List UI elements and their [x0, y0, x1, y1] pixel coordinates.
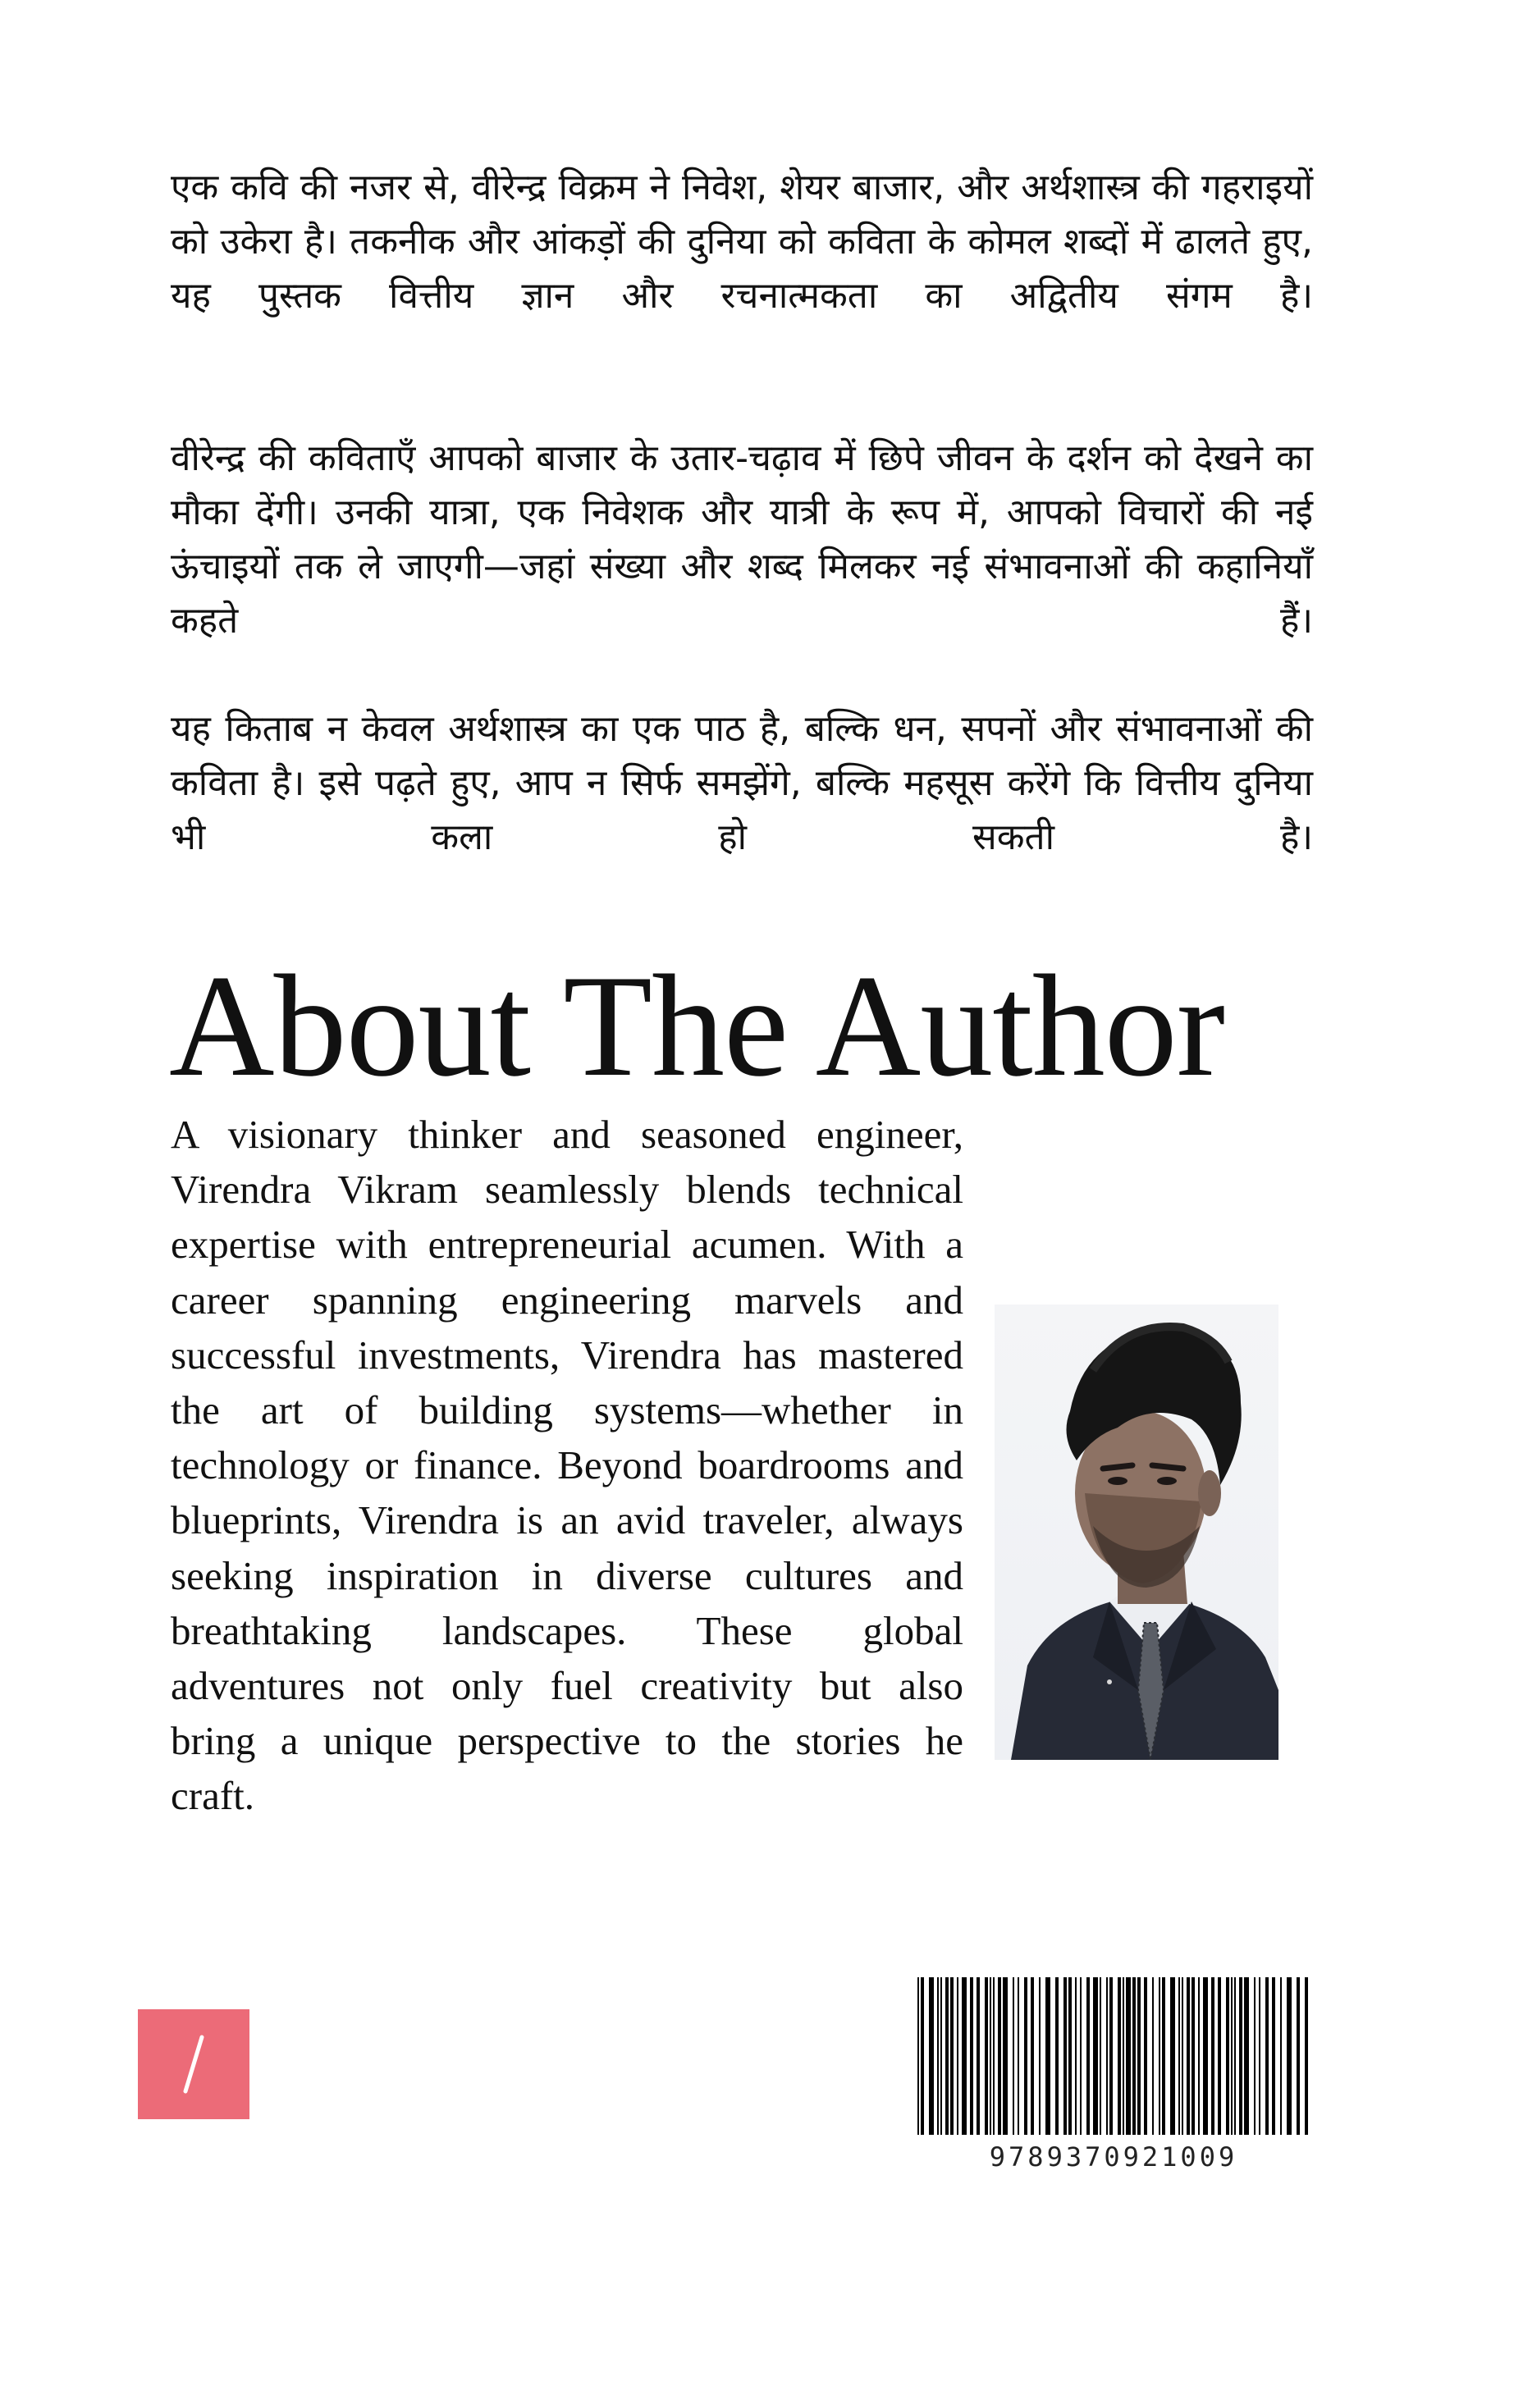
barcode-bar	[1244, 1977, 1249, 2135]
barcode-bar	[1159, 1977, 1160, 2135]
barcode-bar	[998, 1977, 1001, 2135]
barcode-bar	[1123, 1977, 1124, 2135]
barcode-bar	[1192, 1977, 1195, 2135]
barcode-bar	[1272, 1977, 1275, 2135]
description-paragraph-1: एक कवि की नजर से, वीरेन्द्र विक्रम ने निवेश, शेयर बाजार, और अर्थशास्त्र की गहराइयों को उकेरा है। तकनीक और आंकड़ों की दुनिया को कविता के कोमल शब्दों में ढालते हुए, यह पुस्तक वित्तीय ज्ञान और रचनात्मकता का अद्वितीय संगम है।	[171, 167, 1313, 317]
barcode-bar	[1182, 1977, 1183, 2135]
barcode-bar	[917, 1977, 919, 2135]
barcode	[917, 1977, 1310, 2135]
barcode-bar	[970, 1977, 973, 2135]
barcode-bar	[1218, 1977, 1221, 2135]
barcode-bar	[1144, 1977, 1147, 2135]
barcode-bar	[1132, 1977, 1136, 2135]
barcode-bar	[1280, 1977, 1282, 2135]
barcode-bar	[1152, 1977, 1154, 2135]
barcode-bar	[1093, 1977, 1098, 2135]
barcode-bar	[1039, 1977, 1041, 2135]
barcode-bar	[1055, 1977, 1059, 2135]
barcode-bar	[1080, 1977, 1082, 2135]
barcode-bar	[1234, 1977, 1236, 2135]
barcode-bar	[1063, 1977, 1067, 2135]
barcode-bar	[1137, 1977, 1141, 2135]
barcode-bar	[1003, 1977, 1008, 2135]
barcode-bar	[1198, 1977, 1200, 2135]
barcode-bar	[1305, 1977, 1308, 2135]
barcode-bar	[1265, 1977, 1269, 2135]
barcode-bar	[1287, 1977, 1292, 2135]
barcode-bar	[929, 1977, 934, 2135]
description-paragraph-3: यह किताब न केवल अर्थशास्त्र का एक पाठ है, बल्कि धन, सपनों और संभावनाओं की कविता है। इसे पढ़ते हुए, आप न सिर्फ समझेंगे, बल्कि महसूस करेंगे कि वित्तीय दुनिया भी कला हो सकती है।	[171, 708, 1313, 858]
barcode-bar	[990, 1977, 991, 2135]
barcode-bar	[1226, 1977, 1229, 2135]
barcode-bar	[985, 1977, 988, 2135]
barcode-bar	[1118, 1977, 1121, 2135]
barcode-bar	[1254, 1977, 1256, 2135]
barcode-bar	[950, 1977, 954, 2135]
author-bio: A visionary thinker and seasoned engineer, Virendra Vikram seamlessly blends technical expertise with entrepreneurial acumen. With a career spanning engineering marvels and successful investments, Virendra has mastered the art of building systems—whether in technology or finance. Beyond boardrooms and blueprints, Virendra is an avid traveler, always seeking inspiration in diverse cultures and breathtaking landscapes. These global adventures not only fuel creativity but also bring a unique perspective to the stories he craft.	[171, 1112, 963, 1819]
barcode-bar	[1068, 1977, 1072, 2135]
barcode-bar	[1259, 1977, 1260, 2135]
barcode-bar	[1109, 1977, 1113, 2135]
barcode-bar	[957, 1977, 958, 2135]
barcode-bar	[1013, 1977, 1014, 2135]
barcode-bar	[1162, 1977, 1165, 2135]
barcode-bar	[1100, 1977, 1101, 2135]
barcode-bar	[1187, 1977, 1190, 2135]
barcode-bar	[993, 1977, 995, 2135]
isbn-number: 9789370921009	[989, 2141, 1238, 2173]
barcode-bar	[1203, 1977, 1208, 2135]
barcode-bar	[1031, 1977, 1034, 2135]
slash-icon	[138, 2009, 249, 2119]
barcode-bar	[1018, 1977, 1019, 2135]
barcode-bar	[1239, 1977, 1242, 2135]
about-author-heading: About The Author	[169, 944, 1224, 1107]
barcode-bar	[1126, 1977, 1131, 2135]
barcode-bar	[1106, 1977, 1108, 2135]
barcode-bar	[1211, 1977, 1214, 2135]
barcode-bar	[945, 1977, 949, 2135]
barcode-bar	[977, 1977, 980, 2135]
barcode-bar	[1024, 1977, 1027, 2135]
barcode-bar	[1178, 1977, 1180, 2135]
barcode-bar	[962, 1977, 967, 2135]
barcode-bar	[1170, 1977, 1175, 2135]
barcode-bar	[1045, 1977, 1050, 2135]
barcode-bar	[940, 1977, 942, 2135]
barcode-bar	[1297, 1977, 1300, 2135]
author-portrait-image	[995, 1305, 1278, 1760]
barcode-bar	[1075, 1977, 1077, 2135]
barcode-bar	[1231, 1977, 1233, 2135]
barcode-bar	[921, 1977, 924, 2135]
barcode-bar	[1086, 1977, 1090, 2135]
barcode-bar	[937, 1977, 939, 2135]
publisher-logo	[138, 2009, 249, 2119]
author-photo	[995, 1305, 1278, 1760]
description-paragraph-2: वीरेन्द्र की कविताएँ आपको बाजार के उतार-चढ़ाव में छिपे जीवन के दर्शन को देखने का मौका देंगी। उनकी यात्रा, एक निवेशक और यात्री के रूप में, आपको विचारों की नई ऊंचाइयों तक ले जाएगी—जहां संख्या और शब्द मिलकर नई संभावनाओं की कहानियाँ कहते हैं।	[171, 437, 1313, 642]
